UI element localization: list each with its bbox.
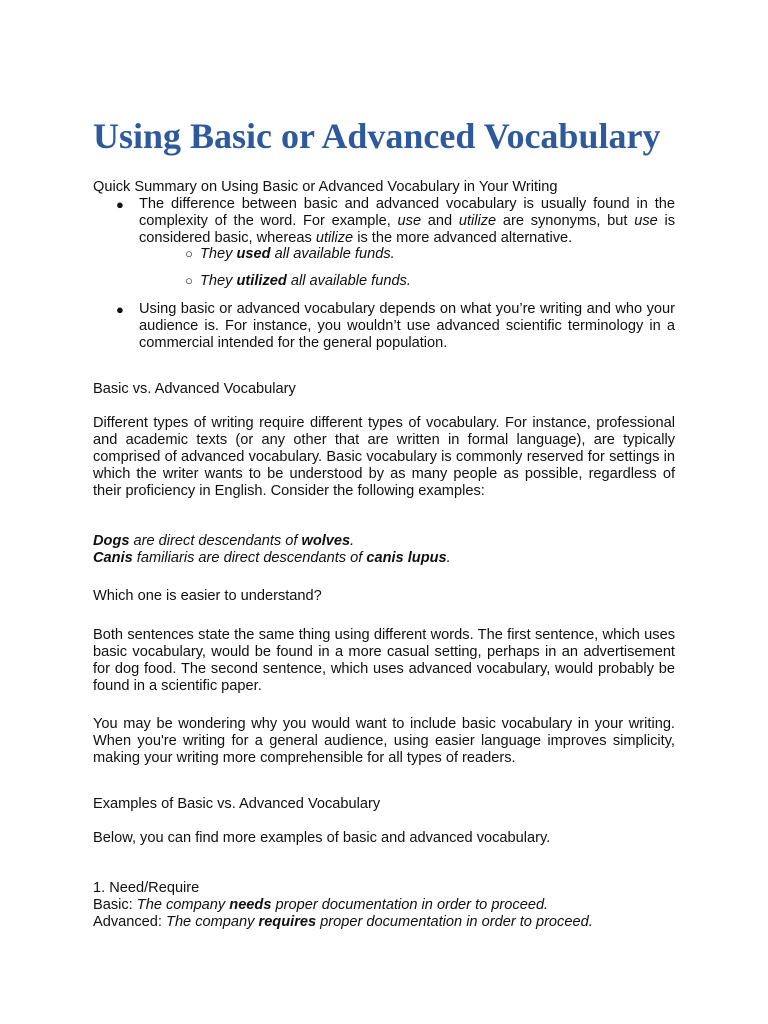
circle-bullet-icon: ○ [185,246,193,261]
sub-text: all available funds. [270,246,395,262]
bullet-icon: ● [116,302,124,317]
summary-heading: Quick Summary on Using Basic or Advanced Vocabulary in Your Writing [93,179,558,195]
sub-text: They [200,246,237,262]
bold-word: requires [258,914,317,930]
summary-bullet-list-2 [93,301,675,352]
list-item [93,196,675,247]
sub-text: They [200,273,237,289]
bullet-text: are synonyms, but [496,213,635,229]
example-sentence-advanced [93,550,675,567]
bold-word: needs [229,897,272,913]
example-text: The company [136,897,230,913]
line-label: Basic: [93,897,137,913]
bold-word: used [236,246,271,262]
list-item [93,301,675,352]
page-title: Using Basic or Advanced Vocabulary [93,116,661,156]
line-label: Advanced: [93,914,167,930]
example-text: The company [166,914,259,930]
section-heading-basic-vs-advanced: Basic vs. Advanced Vocabulary [93,381,296,397]
italic-word: utilize [458,213,497,229]
bold-word: utilized [236,273,287,289]
circle-bullet-icon: ○ [185,273,193,288]
example-sentence-basic [93,533,675,550]
example-item-label: 1. Need/Require [93,880,200,896]
example-basic-line [93,897,675,914]
example-advanced-line [93,914,675,931]
example-text: familiaris are direct descendants of [132,550,367,566]
bold-word: Canis [93,550,133,566]
sub-bullet-item [185,272,411,290]
bullet-text: The difference between basic and advanced vocabulary is usually found in the complexity of the word. For example, [139,196,675,229]
summary-bullet-list-1 [93,196,675,247]
bullet-text: is considered basic, whereas [139,213,675,246]
example-text: . [350,533,355,549]
section-heading-examples: Examples of Basic vs. Advanced Vocabulary [93,796,381,812]
paragraph-both-sentences: Both sentences state the same thing using different words. The first sentence, which uses basic vocabulary, would be found in a more casual setting, perhaps in an advertisement for dog food. The second sentence, which uses advanced vocabulary, would probably be found in a scientific paper. [93,627,675,694]
paragraph-types: Different types of writing require different types of vocabulary. For instance, professional and academic texts (or any other that are written in formal language), are typically comprised of advanced vocabulary. Basic vocabulary is commonly reserved for settings in which the writer wants to be understood by as many people as possible, regardless of their proficiency in English. Consider the following examples: [93,415,675,499]
question-text: Which one is easier to understand? [93,588,322,604]
italic-word: use [397,213,422,229]
bullet-text: Using basic or advanced vocabulary depends on what you’re writing and who your audience is. For instance, you wouldn’t use advanced scientific terminology in a commercial intended for the general population. [139,301,675,351]
sub-bullet-item [185,245,395,263]
bold-word: canis lupus [366,550,447,566]
bullet-icon: ● [116,197,124,212]
paragraph-intro-examples: Below, you can find more examples of basic and advanced vocabulary. [93,830,551,846]
sub-text: all available funds. [286,273,411,289]
example-text: proper documentation in order to proceed. [316,914,593,930]
bold-word: Dogs [93,533,130,549]
bullet-text: and [421,213,459,229]
example-text: . [446,550,451,566]
italic-word: use [634,213,658,229]
example-text: are direct descendants of [129,533,302,549]
paragraph-wondering: You may be wondering why you would want to include basic vocabulary in your writing. When you're writing for a general audience, using easier language improves simplicity, making your writing more comprehensible for all types of readers. [93,716,675,766]
bullet-text: is the more advanced alternative. [353,230,573,246]
italic-word: utilize [315,230,354,246]
example-text: proper documentation in order to proceed. [271,897,549,913]
bold-word: wolves [301,533,351,549]
